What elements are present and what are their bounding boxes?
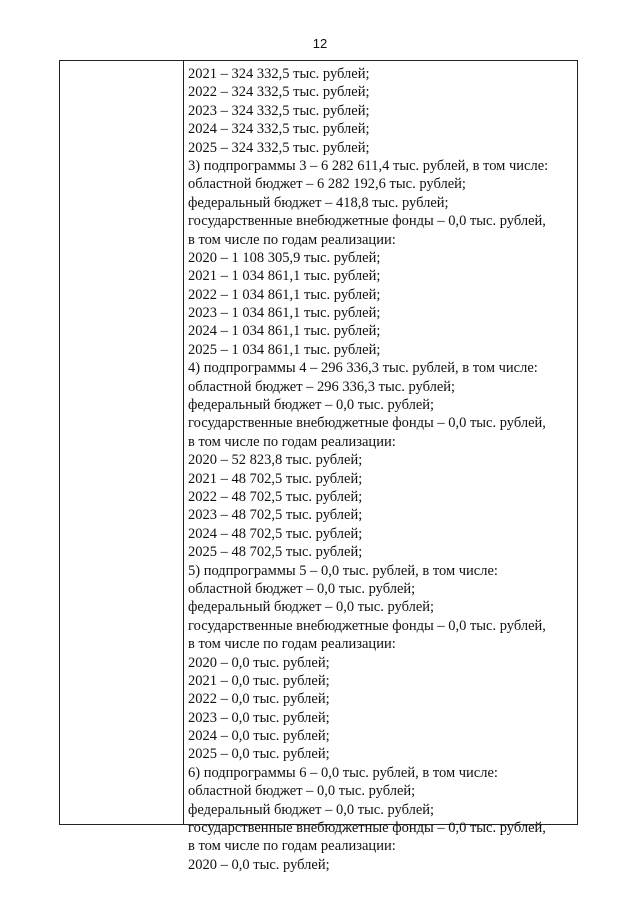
text-line: государственные внебюджетные фонды – 0,0 тыс. рублей, (188, 820, 546, 837)
text-line: 4) подпрограммы 4 – 296 336,3 тыс. рублей, в том числе: (188, 360, 538, 377)
text-line: областной бюджет – 0,0 тыс. рублей; (188, 783, 416, 800)
text-line: 2021 – 1 034 861,1 тыс. рублей; (188, 268, 381, 285)
text-line: 2021 – 324 332,5 тыс. рублей; (188, 66, 370, 82)
text-line: 6) подпрограммы 6 – 0,0 тыс. рублей, в том числе: (188, 764, 498, 781)
text-line: 2024 – 324 332,5 тыс. рублей; (188, 121, 370, 138)
text-line: 2025 – 324 332,5 тыс. рублей; (188, 139, 370, 156)
text-line: в том числе по годам реализации: (188, 433, 396, 450)
text-line: областной бюджет – 0,0 тыс. рублей; (188, 580, 416, 597)
text-line: в том числе по годам реализации: (188, 838, 396, 855)
text-line: 5) подпрограммы 5 – 0,0 тыс. рублей, в том числе: (188, 562, 498, 579)
text-line: 2022 – 0,0 тыс. рублей; (188, 691, 330, 708)
text-line: 2021 – 0,0 тыс. рублей; (188, 672, 330, 689)
text-line: 2022 – 324 332,5 тыс. рублей; (188, 84, 370, 101)
text-line: 2025 – 48 702,5 тыс. рублей; (188, 544, 363, 561)
text-line: 2020 – 0,0 тыс. рублей; (188, 856, 330, 873)
text-line: 2022 – 1 034 861,1 тыс. рублей; (188, 286, 381, 303)
text-line: федеральный бюджет – 0,0 тыс. рублей; (188, 801, 435, 818)
text-line: 2023 – 0,0 тыс. рублей; (188, 709, 330, 726)
text-line: 2025 – 1 034 861,1 тыс. рублей; (188, 341, 381, 358)
text-line: 2022 – 48 702,5 тыс. рублей; (188, 488, 363, 505)
text-line: 2020 – 1 108 305,9 тыс. рублей; (188, 249, 381, 266)
text-line: 2020 – 0,0 тыс. рублей; (188, 654, 330, 671)
text-line: в том числе по годам реализации: (188, 231, 396, 248)
text-line: 2024 – 0,0 тыс. рублей; (188, 728, 330, 745)
funding-table (59, 60, 578, 873)
text-line: федеральный бюджет – 0,0 тыс. рублей; (188, 397, 435, 414)
text-line: областной бюджет – 296 336,3 тыс. рублей; (188, 378, 456, 395)
text-line: областной бюджет – 6 282 192,6 тыс. рублей; (188, 176, 466, 193)
table-content-cell (184, 61, 577, 873)
text-line: государственные внебюджетные фонды – 0,0 тыс. рублей, (188, 213, 546, 230)
page-number: 12 (312, 36, 328, 51)
text-line: 2023 – 48 702,5 тыс. рублей; (188, 507, 363, 524)
text-line: 2023 – 1 034 861,1 тыс. рублей; (188, 305, 381, 322)
text-line: 3) подпрограммы 3 – 6 282 611,4 тыс. рублей, в том числе: (188, 157, 549, 174)
text-line: 2024 – 1 034 861,1 тыс. рублей; (188, 323, 381, 340)
text-line: в том числе по годам реализации: (188, 636, 396, 653)
text-line: государственные внебюджетные фонды – 0,0 тыс. рублей, (188, 415, 546, 432)
text-line: федеральный бюджет – 0,0 тыс. рублей; (188, 599, 435, 616)
text-line: 2020 – 52 823,8 тыс. рублей; (188, 452, 363, 469)
text-line: 2024 – 48 702,5 тыс. рублей; (188, 525, 363, 542)
text-line: государственные внебюджетные фонды – 0,0 тыс. рублей, (188, 617, 546, 634)
text-line: 2023 – 324 332,5 тыс. рублей; (188, 102, 370, 119)
text-line: 2025 – 0,0 тыс. рублей; (188, 746, 330, 763)
text-line: федеральный бюджет – 418,8 тыс. рублей; (188, 194, 449, 211)
text-line: 2021 – 48 702,5 тыс. рублей; (188, 470, 363, 487)
table-label-cell (60, 61, 184, 824)
